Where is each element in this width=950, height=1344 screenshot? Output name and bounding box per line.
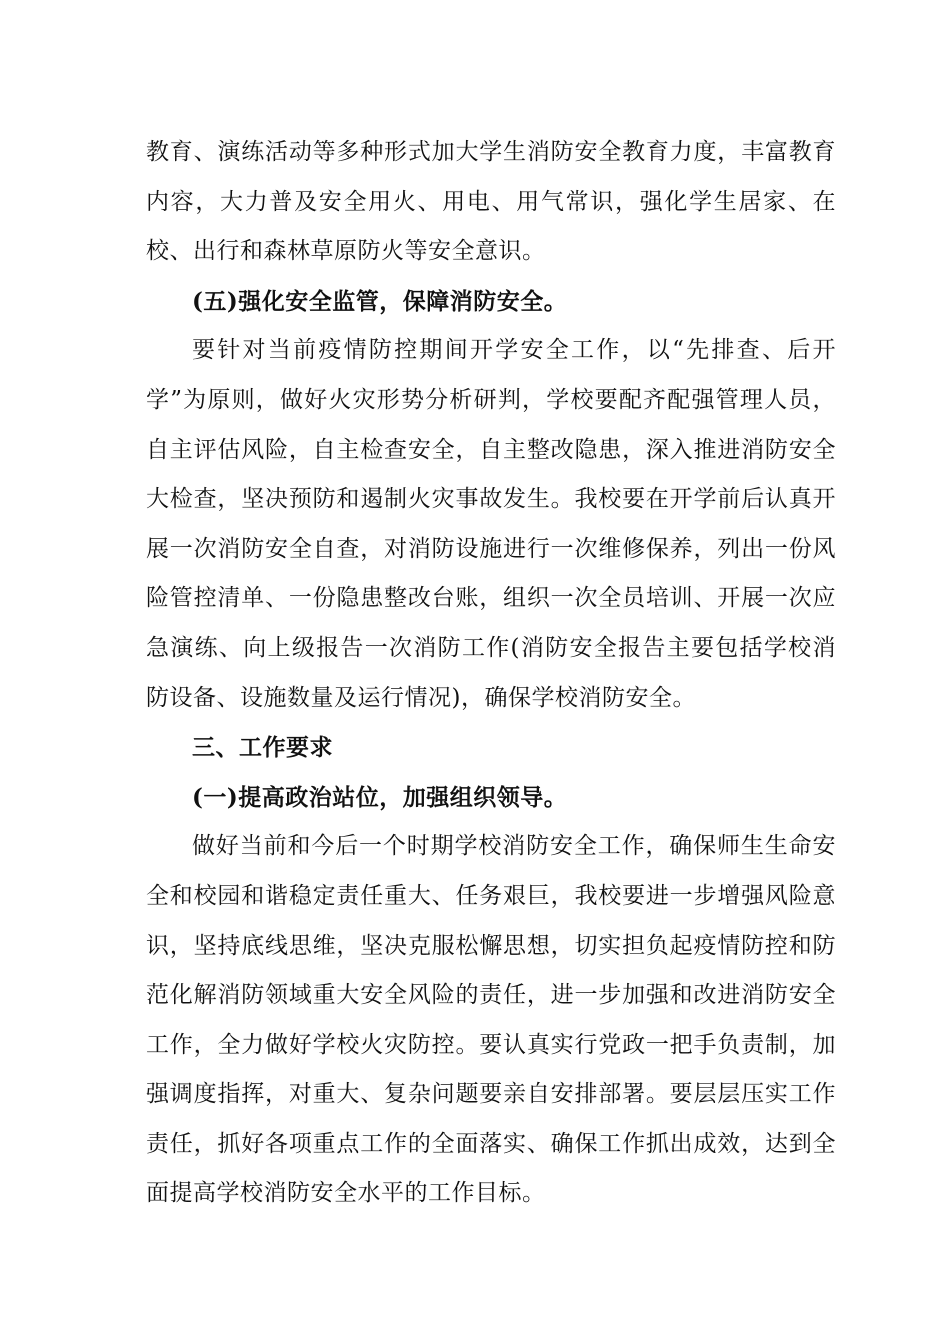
paragraph-education-continuation: 教育、演练活动等多种形式加大学生消防安全教育力度，丰富教育内容，大力普及安全用火、用电、用气常识，强化学生居家、在校、出行和森林草原防火等安全意识。: [146, 139, 836, 265]
document-body: [146, 128, 836, 1219]
section-heading-work-requirements: 三、工作要求: [192, 734, 333, 762]
paragraph-safety-inspection: 要针对当前疫情防控期间开学安全工作，以“先排查、后开学”为原则，做好火灾形势分析研判，学校要配齐配强管理人员，自主评估风险，自主检查安全，自主整改隐患，深入推进消防安全大检查，坚决预防和遏制火灾事故发生。我校要在开学前后认真开展一次消防安全自查，对消防设施进行一次维修保养，列出一份风险管控清单、一份隐患整改台账，组织一次全员培训、开展一次应急演练、向上级报告一次消防工作(消防安全报告主要包括学校消防设备、设施数量及运行情况)，确保学校消防安全。: [146, 337, 836, 711]
section-heading-political-position: (一)提高政治站位，加强组织领导。: [192, 783, 568, 811]
section-heading-strengthen-supervision: (五)强化安全监管，保障消防安全。: [192, 287, 568, 315]
paragraph-leadership-responsibility: 做好当前和今后一个时期学校消防安全工作，确保师生生命安全和校园和谐稳定责任重大、任务艰巨，我校要进一步增强风险意识，坚持底线思维，坚决克服松懈思想，切实担负起疫情防控和防范化解消防领域重大安全风险的责任，进一步加强和改进消防安全工作，全力做好学校火灾防控。要认真实行党政一把手负责制，加强调度指挥，对重大、复杂问题要亲自安排部署。要层层压实工作责任，抓好各项重点工作的全面落实、确保工作抓出成效，达到全面提高学校消防安全水平的工作目标。: [146, 833, 836, 1207]
